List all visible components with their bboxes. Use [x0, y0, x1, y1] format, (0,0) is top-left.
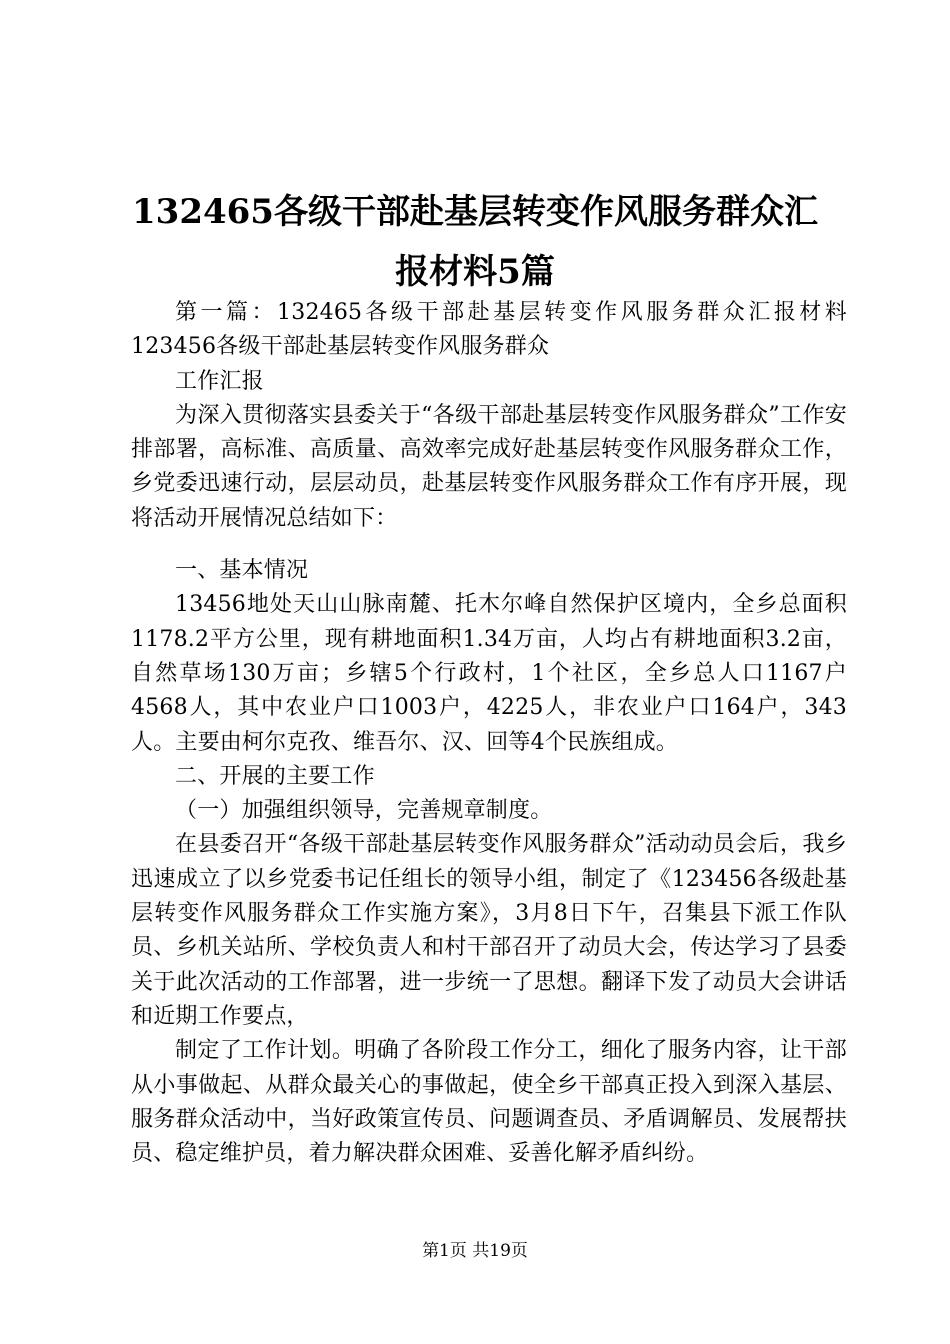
paragraph-work-plan: 制定了工作计划。明确了各阶段工作分工，细化了服务内容，让干部从小事做起、从群众最关心的事做起，使全乡干部真正投入到深入基层、服务群众活动中，当好政策宣传员、问题调查员、矛盾调解员、发展帮扶员、稳定维护员，着力解决群众困难、妥善化解矛盾纠纷。 [131, 1038, 847, 1167]
paragraph-work-report: 工作汇报 [175, 368, 264, 394]
document-title-line-1: 132465各级干部赴基层转变作风服务群众汇 [132, 192, 818, 232]
paragraph-basic-situation: 13456地处天山山脉南麓、托木尔峰自然保护区境内，全乡总面积1178.2平方公里，现有耕地面积1.34万亩，人均占有耕地面积3.2亩，自然草场130万亩；乡辖5个行政村，1个社区，全乡总人口1167户4568人，其中农业户口1003户，4225人，非农业户口164户，343人。主要由柯尔克孜、维吾尔、汉、回等4个民族组成。 [131, 592, 847, 755]
page-footer: 第1页 共19页 [422, 1241, 528, 1261]
paragraph-organization: 在县委召开“各级干部赴基层转变作风服务群众”活动动员会后，我乡迅速成立了以乡党委书记任组长的领导小组，制定了《123456各级赴基层转变作风服务群众工作实施方案》，3月8日下午，召集县下派工作队员、乡机关站所、学校负责人和村干部召开了动员大会，传达学习了县委关于此次活动的工作部署，进一步统一了思想。翻译下发了动员大会讲话和近期工作要点， [131, 832, 847, 1029]
paragraph-purpose: 为深入贯彻落实县委关于“各级干部赴基层转变作风服务群众”工作安排部署，高标准、高质量、高效率完成好赴基层转变作风服务群众工作，乡党委迅速行动，层层动员，赴基层转变作风服务群众工作有序开展，现将活动开展情况总结如下： [131, 402, 847, 531]
document-title-line-2: 报材料5篇 [395, 252, 555, 292]
paragraph-intro: 第一篇：132465各级干部赴基层转变作风服务群众汇报材料123456各级干部赴基层转变作风服务群众 [131, 300, 847, 360]
subsection-heading-organization: （一）加强组织领导，完善规章制度。 [175, 798, 553, 824]
section-heading-main-work: 二、开展的主要工作 [175, 763, 375, 789]
document-body [131, 296, 847, 1171]
section-heading-basic-situation: 一、基本情况 [175, 558, 309, 584]
